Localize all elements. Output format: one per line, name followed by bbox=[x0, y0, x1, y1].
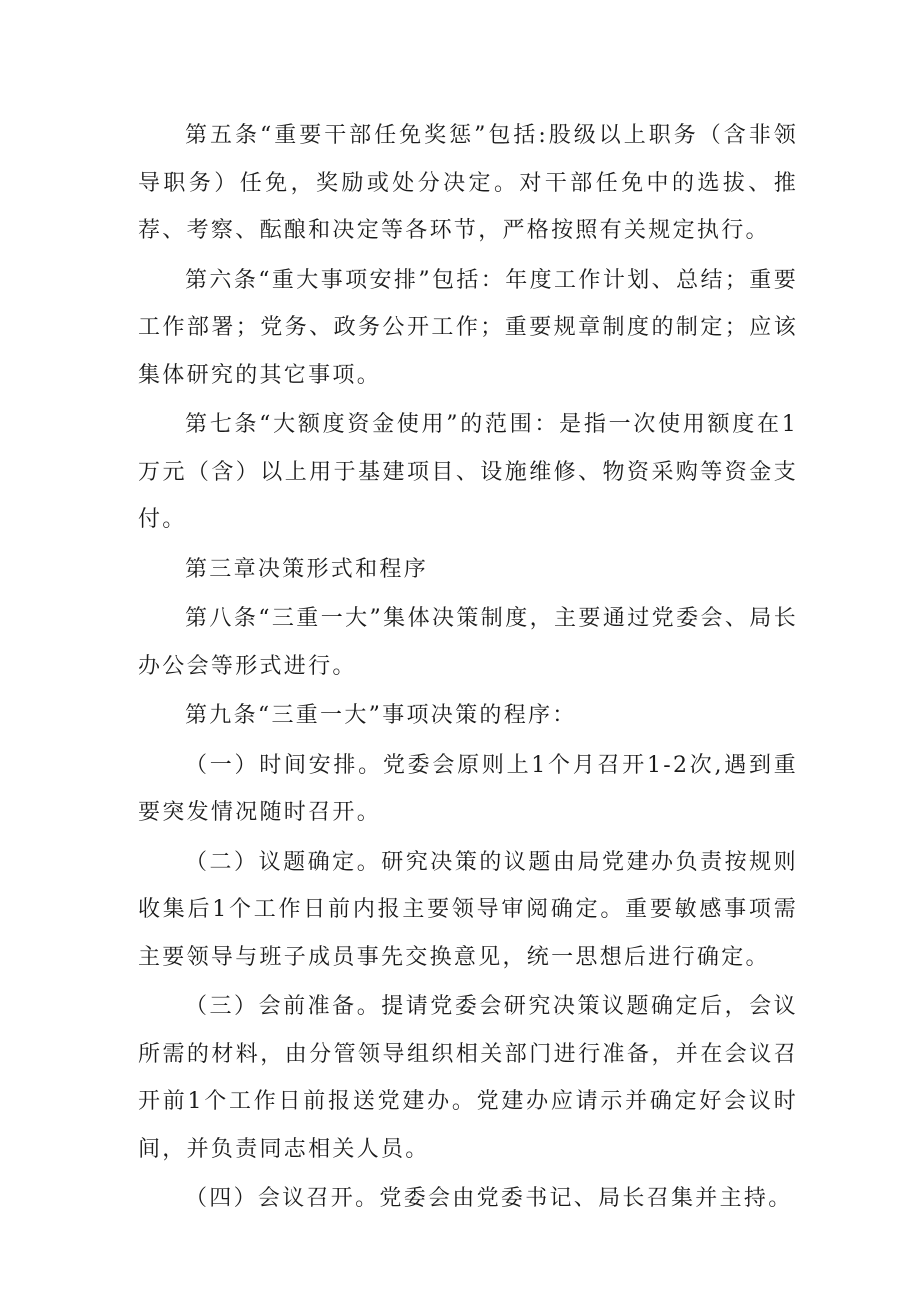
paragraph-article-8: 第八条“三重一大”集体决策制度，主要通过党委会、局长办公会等形式进行。 bbox=[138, 606, 798, 679]
paragraph-article-6: 第六条“重大事项安排”包括：年度工作计划、总结；重要工作部署；党务、政务公开工作；重要规章制度的制定；应该集体研究的其它事项。 bbox=[138, 267, 798, 388]
paragraph-article-7: 第七条“大额度资金使用”的范围：是指一次使用额度在1万元（含）以上用于基建项目、设施维修、物资采购等资金支付。 bbox=[138, 412, 798, 532]
paragraph-item-1: （一）时间安排。党委会原则上1个月召开1-2次,遇到重要突发情况随时召开。 bbox=[138, 752, 798, 825]
paragraph-article-9: 第九条“三重一大”事项决策的程序： bbox=[185, 703, 577, 728]
paragraph-item-4: （四）会议召开。党委会由党委书记、局长召集并主持。 bbox=[185, 1186, 793, 1211]
document-body bbox=[138, 112, 798, 1223]
paragraph-item-3: （三）会前准备。提请党委会研究决策议题确定后，会议所需的材料，由分管领导组织相关部门进行准备，并在会议召开前1个工作日前报送党建办。党建办应请示并确定好会议时间，并负责同志相关人员。 bbox=[138, 994, 798, 1162]
paragraph-article-5: 第五条“重要干部任免奖惩”包括:股级以上职务（含非领导职务）任免，奖励或处分决定。对干部任免中的选拔、推荐、考察、酝酿和决定等各环节，严格按照有关规定执行。 bbox=[138, 123, 798, 243]
paragraph-item-2: （二）议题确定。研究决策的议题由局党建办负责按规则收集后1个工作日前内报主要领导审阅确定。重要敏感事项需主要领导与班子成员事先交换意见，统一思想后进行确定。 bbox=[138, 849, 798, 970]
chapter-heading: 第三章决策形式和程序 bbox=[185, 556, 429, 582]
